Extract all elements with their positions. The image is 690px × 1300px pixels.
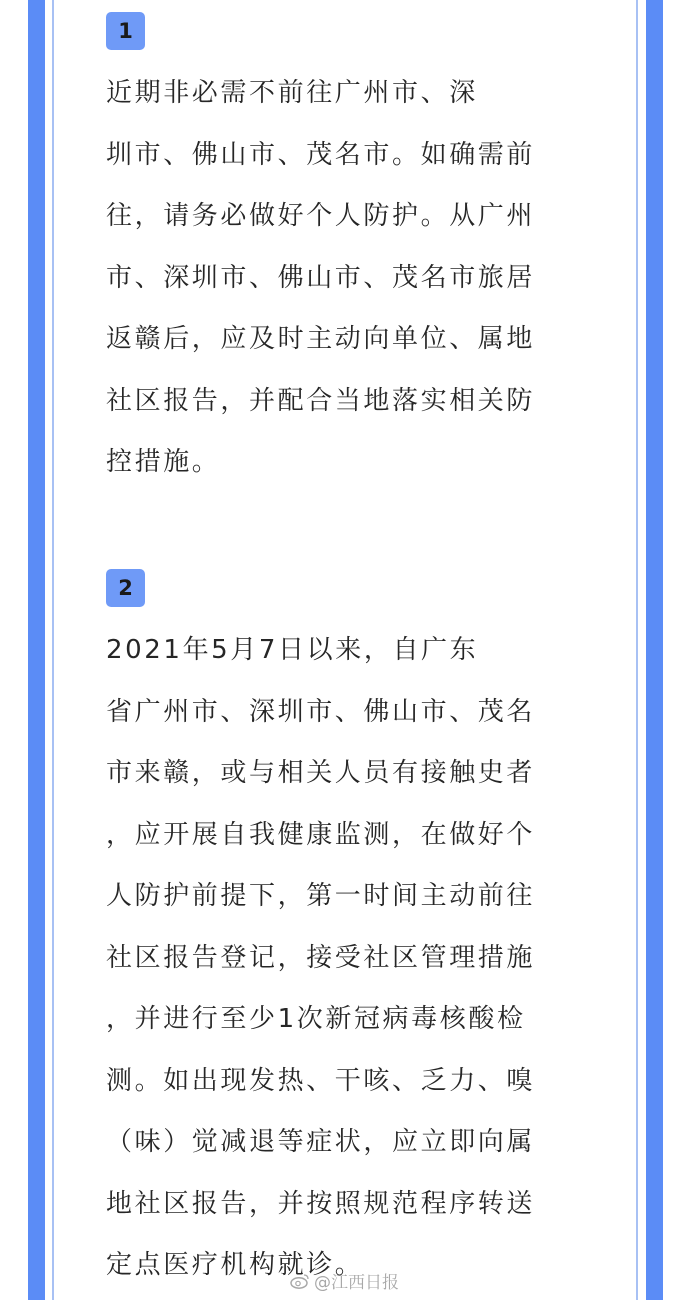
watermark-text: @江西日报 <box>314 1273 399 1293</box>
right-border-rail <box>646 0 663 1300</box>
section-number-badge: 1 <box>106 12 145 50</box>
section-paragraph: 2021年5月7日以来，自广东 省广州市、深圳市、佛山市、茂名 市来赣，或与相关人员有接触史者 ，应开展自我健康监测，在做好个 人防护前提下，第一时间主动前往 社区报告登记，接受社区管理措施 ，并进行至少1次新冠病毒核酸检 测。如出现发热、干咳、乏力、嗅 （味）觉减退等症状，应立即向属 地社区报告，并按照规范程序转送 定点医疗机构就诊。 <box>106 635 536 1280</box>
left-border-rail <box>28 0 45 1300</box>
section-paragraph: 近期非必需不前往广州市、深 圳市、佛山市、茂名市。如确需前 往，请务必做好个人防护。从广州 市、深圳市、佛山市、茂名市旅居 返赣后，应及时主动向单位、属地 社区报告，并配合当地落实相关防 控措施。 <box>106 78 536 477</box>
weibo-logo-icon <box>290 1273 310 1289</box>
left-border-line <box>52 0 54 1300</box>
section-number-badge: 2 <box>106 569 145 607</box>
weibo-watermark <box>290 1268 399 1293</box>
right-border-line <box>636 0 638 1300</box>
